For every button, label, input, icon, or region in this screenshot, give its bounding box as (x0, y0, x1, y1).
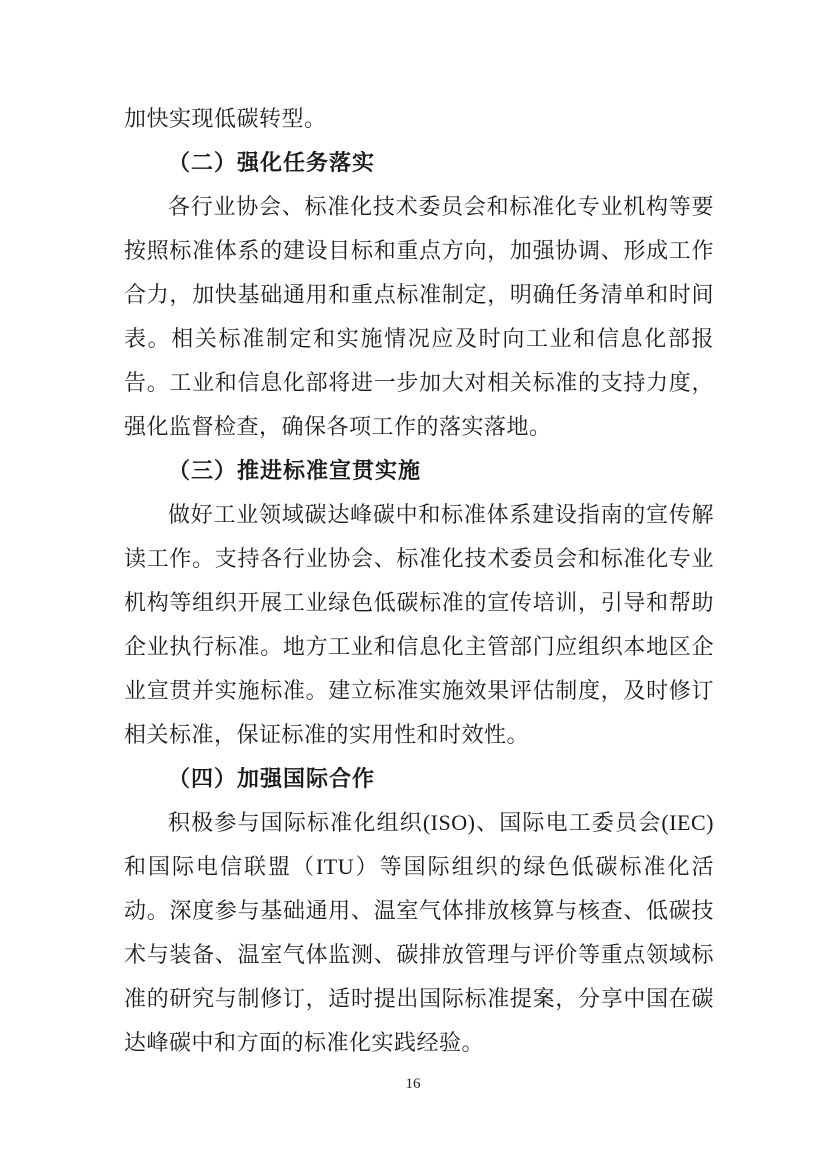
document-body (124, 97, 714, 1065)
heading-section-2: （二）强化任务落实 (168, 150, 376, 175)
heading-section-4: （四）加强国际合作 (168, 766, 376, 791)
paragraph-section-2: 各行业协会、标准化技术委员会和标准化专业机构等要按照标准体系的建设目标和重点方向，加强协调、形成工作合力，加快基础通用和重点标准制定，明确任务清单和时间表。相关标准制定和实施情况应及时向工业和信息化部报告。工业和信息化部将进一步加大对相关标准的支持力度，强化监督检查，确保各项工作的落实落地。 (124, 194, 714, 439)
page-number: 16 (405, 1076, 421, 1092)
paragraph-continuation-low-carbon-transition: 加快实现低碳转型。 (124, 106, 327, 131)
heading-section-3: （三）推进标准宣贯实施 (168, 458, 422, 483)
paragraph-section-3: 做好工业领域碳达峰碳中和标准体系建设指南的宣传解读工作。支持各行业协会、标准化技术委员会和标准化专业机构等组织开展工业绿色低碳标准的宣传培训，引导和帮助企业执行标准。地方工业和信息化主管部门应组织本地区企业宣贯并实施标准。建立标准实施效果评估制度，及时修订相关标准，保证标准的实用性和时效性。 (124, 502, 714, 747)
paragraph-section-4: 积极参与国际标准化组织(ISO)、国际电工委员会(IEC)和国际电信联盟（ITU）等国际组织的绿色低碳标准化活动。深度参与基础通用、温室气体排放核算与核查、低碳技术与装备、温室气体监测、碳排放管理与评价等重点领域标准的研究与制修订，适时提出国际标准提案，分享中国在碳达峰碳中和方面的标准化实践经验。 (124, 810, 714, 1055)
